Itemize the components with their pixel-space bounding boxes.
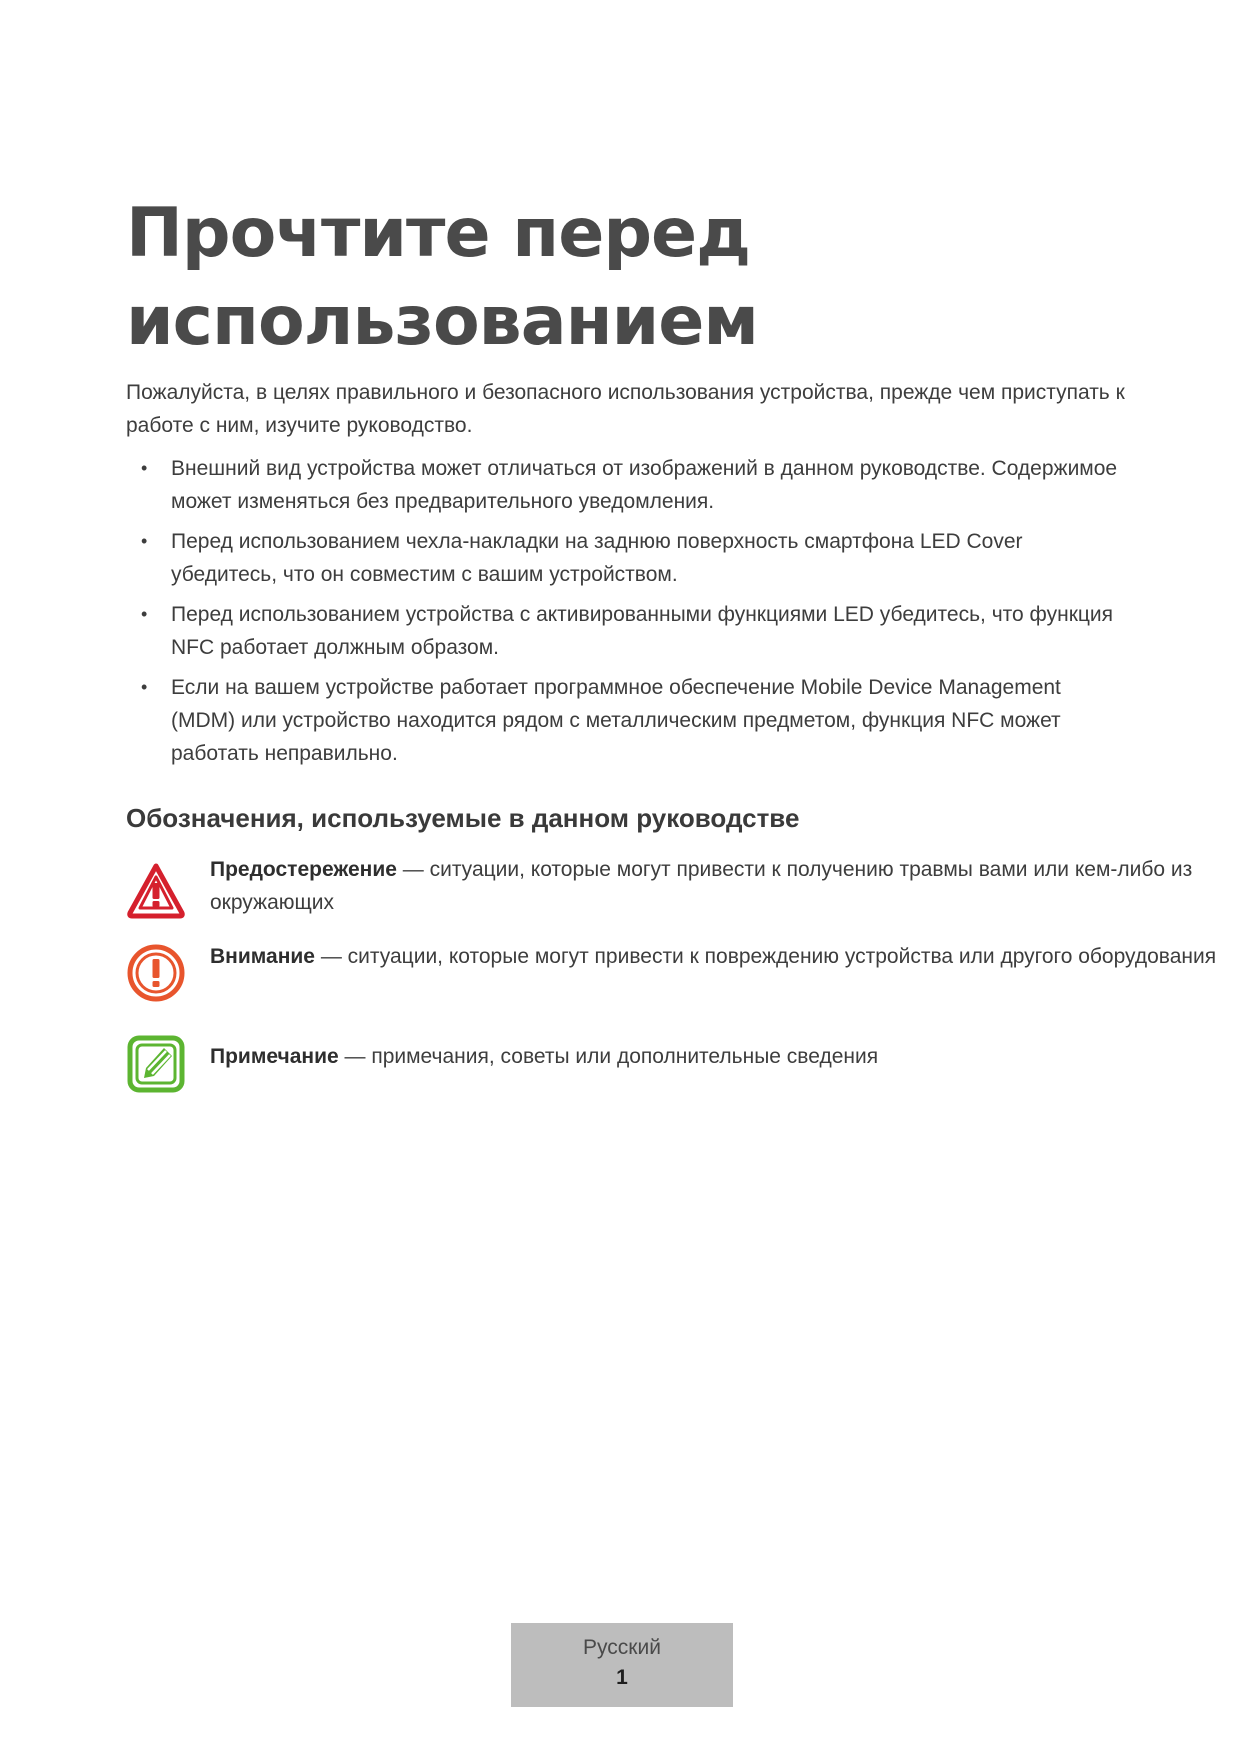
bullet-text: Перед использованием чехла-накладки на заднюю поверхность смартфона LED Cover убедитесь, что он совместим с вашим устройством. <box>171 530 1023 586</box>
legend-desc-note: — примечания, советы или дополнительные сведения <box>338 1045 879 1068</box>
bullet-list <box>126 452 1126 777</box>
page-title-line-2: использованием <box>126 282 758 361</box>
bullet-marker: • <box>141 604 148 624</box>
page-title <box>126 190 1126 366</box>
page-footer <box>511 1623 733 1707</box>
bullet-marker: • <box>141 677 148 697</box>
legend-term-caution: Внимание <box>210 945 315 968</box>
bullet-text: Внешний вид устройства может отличаться от изображений в данном руководстве. Содержимое может изменяться без предварительного уведомления. <box>171 457 1118 513</box>
legend-desc-warning: — ситуации, которые могут привести к получению травмы вами или кем-либо из окружающих <box>210 858 1193 914</box>
page-title-line-1: Прочтите перед <box>126 194 751 273</box>
page-number: 1 <box>616 1666 628 1689</box>
legend-term-warning: Предостережение <box>210 858 397 881</box>
bullet-marker: • <box>141 458 148 478</box>
bullet-marker: • <box>141 531 148 551</box>
warning-triangle-icon <box>126 861 186 921</box>
legend-text-note <box>210 1040 1220 1073</box>
legend-desc-caution: — ситуации, которые могут привести к повреждению устройства или другого оборудования <box>314 945 1217 968</box>
bullet-text: Перед использованием устройства с активированными функциями LED убедитесь, что функция NFC работает должным образом. <box>171 603 1114 659</box>
list-item <box>126 598 1126 664</box>
list-item <box>126 525 1126 591</box>
caution-circle-icon <box>126 943 186 1003</box>
legend-term-note: Примечание <box>210 1045 339 1068</box>
footer-language: Русский <box>583 1636 661 1659</box>
intro-paragraph: Пожалуйста, в целях правильного и безопасного использования устройства, прежде чем приступать к работе с ним, изучите руководство. <box>126 381 1125 437</box>
bullet-text: Если на вашем устройстве работает программное обеспечение Mobile Device Management (MDM) или устройство находится рядом с металлическим предметом, функция NFC может работать неправильно. <box>171 676 1061 765</box>
legend-text-caution <box>210 940 1220 973</box>
list-item <box>126 452 1126 518</box>
legend-text-warning <box>210 853 1220 919</box>
list-item <box>126 671 1126 770</box>
legend-section-title: Обозначения, используемые в данном руководстве <box>126 803 800 833</box>
note-pen-icon <box>126 1034 186 1094</box>
